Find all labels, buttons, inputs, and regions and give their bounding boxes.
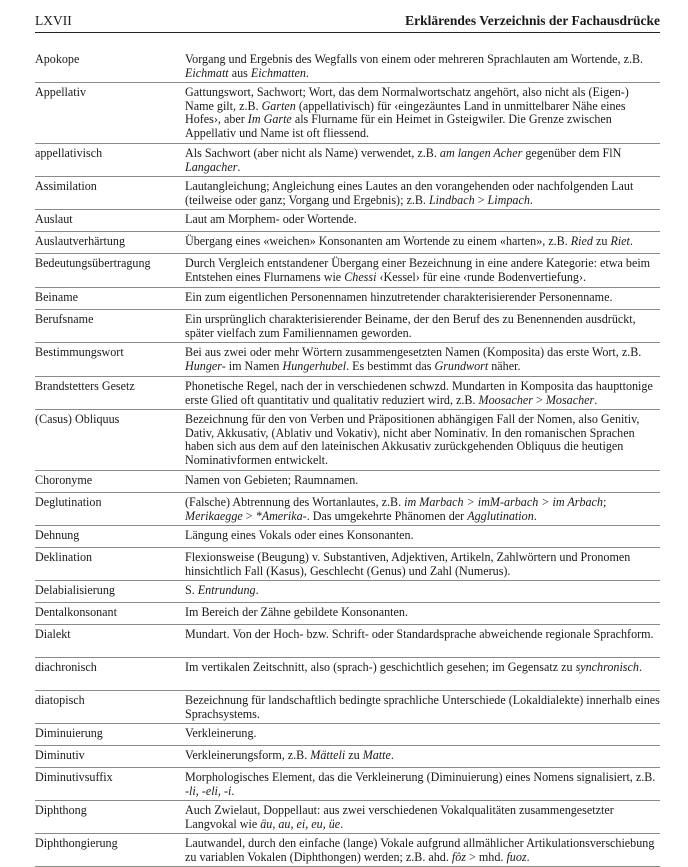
glossary-definition [185,213,660,227]
glossary-definition [185,474,660,488]
definition-italic-segment: Hungerhubel [282,358,347,373]
glossary-term: Diphthong [35,803,87,817]
glossary-definition [185,529,660,543]
glossary-row [35,210,660,232]
definition-text-segment: näher. [488,358,521,373]
glossary-definition [185,694,660,721]
definition-italic-segment: am langen Acher [439,146,523,160]
definition-text-segment: > [242,508,256,523]
definition-italic-segment: Ried [570,234,593,248]
glossary-definition [185,496,660,523]
definition-text-segment: Phonetische Regel, nach der in verschiedenen schwzd. Mundarten in Komposita das haupttonige erste Glied oft quantitativ und qualitativ reduziert wird, z.B. [185,379,653,407]
definition-text-segment: . [231,783,235,798]
glossary-row [35,343,660,377]
glossary-term: Deglutination [35,495,102,509]
definition-italic-segment: Entrundung [197,583,256,597]
definition-text-segment: . [340,816,344,831]
glossary-term: Dentalkonsonant [35,605,117,619]
definition-italic-segment: Im Garte [247,112,292,127]
definition-text-segment: Lautwandel, durch den einfache (lange) Vokale aufgrund allmählicher Artikulationsverschiebung zu variablen Vokalen (Diphthongen) werden; z.B. ahd. [185,836,655,864]
glossary-row [35,50,660,83]
definition-text-segment: als Flurname für ein Heimet in Gsteigwiler. Die Grenze zwischen Appellativ und Name ist oft fliessend. [185,112,612,140]
definition-italic-segment: Limpach [487,192,530,207]
glossary-term: Bedeutungsübertragung [35,256,151,270]
glossary-definition [185,551,660,578]
glossary-row [35,625,660,658]
definition-text-segment: . [529,192,533,207]
glossary-term: Assimilation [35,179,97,193]
glossary-row [35,288,660,310]
definition-text-segment: Auch Zwielaut, Doppellaut: aus zwei verschiedenen Vokalqualitäten zusammengesetzter Langvokal wie [185,803,614,831]
glossary-term: diatopisch [35,693,85,707]
glossary-term: Deklination [35,550,93,564]
definition-text-segment: . [305,65,309,80]
glossary-definition [185,180,660,207]
definition-italic-segment: im Marbach > imM-arbach > im Arbach [404,495,603,509]
definition-text-segment: . [594,392,598,407]
glossary-definition [185,257,660,284]
definition-text-segment: . Es bestimmt das [346,358,435,373]
definition-text-segment: Bezeichnung für landschaftlich bedingte sprachliche Unterschiede (Lokaldialekte) innerhalb eines Sprachsystems. [185,693,660,721]
glossary-row [35,471,660,493]
definition-text-segment: . [526,849,530,864]
definition-text-segment: > mhd. [466,849,507,864]
glossary-row [35,377,660,410]
definition-text-segment: Verkleinerung. [185,726,257,740]
definition-italic-segment: Garten [261,98,296,113]
glossary-definition [185,628,660,642]
definition-text-segment: Ein ursprünglich charakterisierender Beiname, der den Beruf des zu Benennenden ausdrückt, später vielfach zum Familiennamen geworden. [185,312,636,340]
definition-italic-segment: Eichmatten [250,65,306,80]
definition-text-segment: Flexionsweise (Beugung) v. Substantiven, Adjektiven, Artikeln, Zahlwörtern und Pronomen hinsichtlich Fall (Kasus), Geschlecht (Genus) und Zahl (Numerus). [185,550,631,578]
glossary-definition [185,749,660,763]
glossary-row [35,232,660,254]
page-number: LXVII [35,13,72,28]
glossary-definition [185,584,660,598]
definition-text-segment: gegenüber dem FlN [522,146,622,160]
glossary-term: Delabialisierung [35,583,115,597]
page-header [35,12,660,33]
glossary-term: Diminuierung [35,726,103,740]
definition-text-segment: Bei aus zwei oder mehr Wörtern zusammengesetzten Namen (Komposita) das erste Wort, z.B. [185,345,642,359]
definition-text-segment: Gattungswort, Sachwort; Wort, das dem Normalwortschatz angehört, also nicht als (Eigen-) Name gilt, z.B. [185,85,629,113]
definition-text-segment: S. [185,583,198,597]
definition-text-segment: Vorgang und Ergebnis des Wegfalls von einem oder mehreren Sprachlauten am Wortende, z.B. [185,52,644,66]
definition-text-segment: Namen von Gebieten; Raumnamen. [185,473,359,487]
glossary-definition [185,86,660,140]
definition-text-segment: > [532,392,546,407]
glossary-definition [185,346,660,373]
glossary-row [35,834,660,867]
definition-text-segment: . [255,583,259,597]
definition-text-segment: . [533,508,537,523]
definition-text-segment: Morphologisches Element, das die Verkleinerung (Diminuierung) eines Nomens signalisiert, z.B. [185,770,656,784]
definition-text-segment: Längung eines Vokals oder eines Konsonanten. [185,528,414,542]
definition-text-segment: Mundart. Von der Hoch- bzw. Schrift- oder Standardsprache abweichende regionale Sprachform. [185,627,654,641]
glossary-term: appellativisch [35,146,103,160]
definition-text-segment: . [629,234,633,248]
glossary-definition [185,727,660,741]
definition-text-segment: Im Bereich der Zähne gebildete Konsonanten. [185,605,408,619]
glossary-definition [185,53,660,80]
running-title: Erklärendes Verzeichnis der Fachausdrücke [405,13,660,28]
glossary-row [35,581,660,603]
definition-italic-segment: äu, au, ei, eu, üe [260,816,341,831]
glossary-term: Diminutiv [35,748,85,762]
glossary-row [35,144,660,177]
definition-italic-segment: Mätteli [310,748,346,762]
glossary-row [35,493,660,526]
definition-text-segment: . [237,159,241,174]
definition-text-segment: Bezeichnung für den von Verben und Präpositionen abhängigen Fall der Nomen, also Genitiv, Dativ, Akkusativ, (Ablativ und Vokativ), nicht aber Nominativ. In den romanischen Sprachen haben sich aus dem auf den lateinischen Akkusativ zurückgehenden Obliquus die heutigen Nominativformen entwickelt. [185,412,640,467]
glossary-definition [185,661,660,675]
definition-italic-segment: Eichmatt [185,65,229,80]
definition-text-segment: Lautangleichung; Angleichung eines Lautes an den vorangehenden oder nachfolgenden Laut (teilweise oder ganz; Vorgang und Ergebnis); z.B. [185,179,634,207]
definition-text-segment: Übergang eines «weichen» Konsonanten am Wortende zu einem «harten», z.B. [185,234,571,248]
definition-italic-segment: fuoz [506,849,527,864]
glossary-term: diachronisch [35,660,97,674]
definition-italic-segment: Chessi [344,269,377,284]
definition-text-segment: Ein zum eigentlichen Personennamen hinzutretender charakterisierender Personenname. [185,290,613,304]
glossary-definition [185,313,660,340]
glossary-term: Auslautverhärtung [35,234,126,248]
glossary-term: Diphthongierung [35,836,118,850]
glossary-term: Apokope [35,52,80,66]
glossary-row [35,254,660,288]
definition-text-segment: (Falsche) Abtrennung des Wortanlautes, z.B. [185,495,405,509]
definition-text-segment: Verkleinerungsform, z.B. [185,748,311,762]
glossary-row [35,526,660,548]
definition-text-segment: im Namen [225,358,283,373]
glossary-term: Brandstetters Gesetz [35,379,135,393]
definition-text-segment: . Das umgekehrte Phänomen der [306,508,468,523]
glossary-definition [185,291,660,305]
definition-text-segment: ‹Kessel› für eine ‹runde Bodenvertiefung›. [376,269,587,284]
definition-text-segment: > [474,192,488,207]
definition-italic-segment: Matte [362,748,391,762]
glossary-table [35,50,660,867]
definition-text-segment: aus [228,65,251,80]
glossary-term: Choronyme [35,473,93,487]
glossary-row [35,724,660,746]
definition-text-segment: . [390,748,394,762]
glossary-definition [185,837,660,864]
definition-italic-segment: -li, -eli, -i [185,783,232,798]
definition-text-segment: (appellativisch) für ‹eingezäuntes Land in unmittelbarer Nähe eines Hofes›, aber [185,98,626,127]
definition-text-segment: Laut am Morphem- oder Wortende. [185,212,357,226]
definition-italic-segment: Agglutination [467,508,534,523]
glossary-definition [185,147,660,174]
glossary-term: Auslaut [35,212,73,226]
glossary-row [35,603,660,625]
glossary-term: Bestimmungswort [35,345,124,359]
definition-text-segment: zu [592,234,611,248]
glossary-row [35,768,660,801]
glossary-definition [185,235,660,249]
glossary-row [35,410,660,471]
definition-text-segment: zu [345,748,363,762]
definition-italic-segment: synchronisch [575,660,639,674]
definition-text-segment: Als Sachwort (aber nicht als Name) verwendet, z.B. [185,146,440,160]
glossary-term: Beiname [35,290,78,304]
glossary-definition [185,771,660,798]
glossary-row [35,801,660,834]
definition-italic-segment: Merikaegge [185,508,243,523]
glossary-row [35,310,660,343]
glossary-term: Dehnung [35,528,80,542]
definition-italic-segment: Riet [610,234,630,248]
definition-italic-segment: Grundwort [434,358,489,373]
glossary-row [35,177,660,210]
definition-italic-segment: *Amerika- [255,508,307,523]
glossary-term: Appellativ [35,85,87,99]
definition-italic-segment: Langacher [185,159,238,174]
definition-text-segment: Im vertikalen Zeitschnitt, also (sprach-) geschichtlich gesehen; im Gegensatz zu [185,660,576,674]
definition-text-segment: ; [602,495,607,509]
definition-text-segment: Durch Vergleich entstandener Übergang einer Bezeichnung in eine andere Kategorie: etwa beim Entstehen eines Flurnamens wie [185,256,651,284]
definition-italic-segment: fôz [451,849,467,864]
glossary-definition [185,804,660,831]
glossary-term: Berufsname [35,312,94,326]
glossary-definition [185,606,660,620]
glossary-row [35,691,660,724]
definition-italic-segment: Hunger- [185,358,226,373]
glossary-row [35,658,660,691]
definition-italic-segment: Lindbach [428,192,475,207]
glossary-row [35,548,660,581]
definition-text-segment: . [638,660,642,674]
glossary-row [35,746,660,768]
glossary-definition [185,380,660,407]
glossary-term: Diminutivsuffix [35,770,113,784]
definition-italic-segment: Mosacher [545,392,595,407]
glossary-term: Dialekt [35,627,71,641]
glossary-definition [185,413,660,467]
glossary-term: (Casus) Obliquus [35,412,120,426]
glossary-row [35,83,660,144]
definition-italic-segment: Moosacher [478,392,533,407]
